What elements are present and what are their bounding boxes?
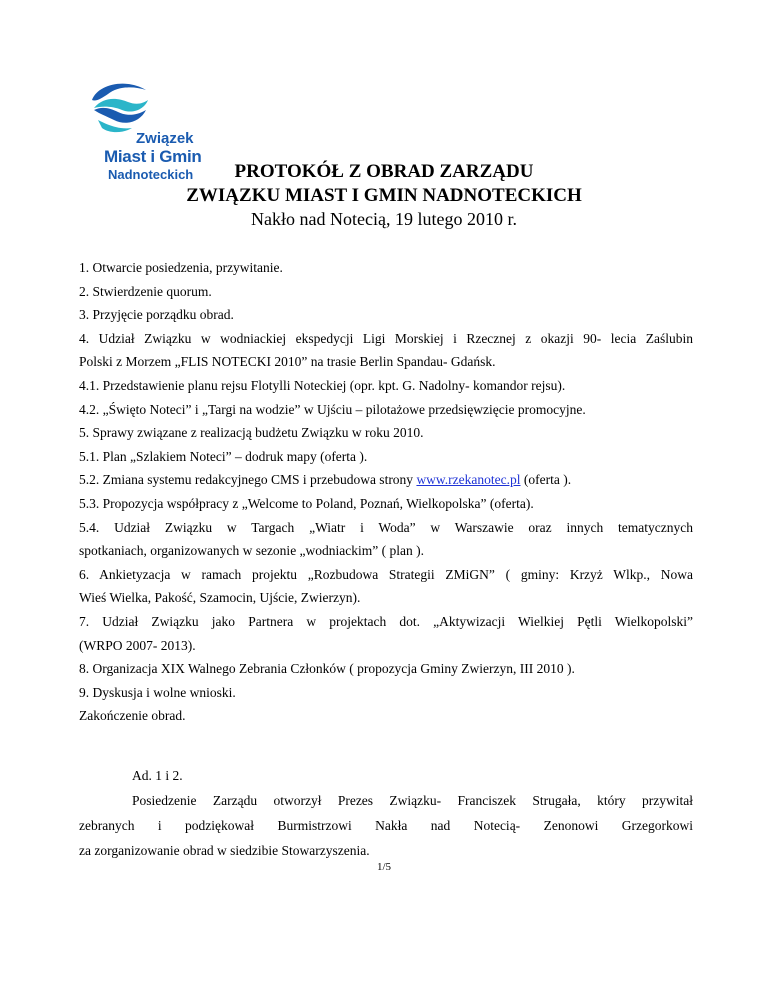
agenda-item-continuation: spotkaniach, organizowanych w sezonie „wodniackim” ( plan ). (79, 543, 425, 559)
paragraph-line: Posiedzenie Zarządu otworzył Prezes Związku- Franciszek Strugała, który przywitał (132, 793, 693, 808)
logo-text-line2: Miast i Gmin (104, 147, 202, 166)
paragraph-line: za zorganizowanie obrad w siedzibie Stowarzyszenia. (79, 843, 370, 858)
agenda-item-continuation: (WRPO 2007- 2013). (79, 637, 196, 653)
place-and-date: Nakło nad Notecią, 19 lutego 2010 r. (251, 209, 517, 229)
agenda-item (79, 468, 693, 492)
minutes-section (79, 763, 693, 863)
agenda-closing: Zakończenie obrad. (79, 708, 186, 724)
document-title-line1: PROTOKÓŁ Z OBRAD ZARZĄDU (234, 161, 534, 182)
logo-text-line1: Związek (136, 130, 194, 147)
agenda-item: 8. Organizacja XIX Walnego Zebrania Członków ( propozycja Gminy Zwierzyn, III 2010 ). (79, 661, 575, 677)
paragraph-line: zebranych i podziękował Burmistrzowi Nakła nad Notecią- Zenonowi Grzegorkowi (79, 818, 693, 833)
section-heading: Ad. 1 i 2. (132, 768, 183, 783)
website-link[interactable]: www.rzekanotec.pl (416, 472, 521, 488)
agenda-item: 3. Przyjęcie porządku obrad. (79, 307, 234, 323)
river-waves-logo-icon (88, 80, 152, 134)
agenda-item: 5.3. Propozycja współpracy z „Welcome to Poland, Poznań, Wielkopolska” (oferta). (79, 495, 534, 511)
document-title-line2: ZWIĄZKU MIAST I GMIN NADNOTECKICH (186, 185, 582, 206)
agenda-item: 6. Ankietyzacja w ramach projektu „Rozbudowa Strategii ZMiGN” ( gminy: Krzyż Wlkp., Nowa (79, 566, 693, 582)
agenda-item-continuation: Polski z Morzem „FLIS NOTECKI 2010” na trasie Berlin Spandau- Gdańsk. (79, 354, 496, 370)
agenda-item-continuation: Wieś Wielka, Pakość, Szamocin, Ujście, Zwierzyn). (79, 590, 361, 606)
agenda-item: 4.1. Przedstawienie planu rejsu Flotylli Noteckiej (opr. kpt. G. Nadolny- komandor rejsu). (79, 377, 566, 393)
agenda-item: 4. Udział Związku w wodniackiej ekspedycji Ligi Morskiej i Rzecznej z okazji 90- lecia Zaślubin (79, 330, 693, 346)
agenda-item: 5.4. Udział Związku w Targach „Wiatr i Woda” w Warszawie oraz innych tematycznych (79, 519, 693, 535)
agenda-item: 9. Dyskusja i wolne wnioski. (79, 684, 236, 700)
agenda-list (79, 256, 693, 728)
agenda-item-text: 5.2. Zmiana systemu redakcyjnego CMS i przebudowa strony (79, 472, 417, 488)
agenda-item: 7. Udział Związku jako Partnera w projektach dot. „Aktywizacji Wielkiej Pętli Wielkopolski” (79, 613, 693, 629)
agenda-item: 2. Stwierdzenie quorum. (79, 283, 212, 299)
agenda-item: 1. Otwarcie posiedzenia, przywitanie. (79, 260, 283, 275)
agenda-item-text: (oferta ). (520, 472, 572, 488)
agenda-item: 5. Sprawy związane z realizacją budżetu Związku w roku 2010. (79, 425, 424, 441)
agenda-item: 4.2. „Święto Noteci” i „Targi na wodzie” w Ujściu – pilotażowe przedsięwzięcie promocyjne. (79, 401, 586, 417)
page-number: 1/5 (376, 861, 392, 873)
logo-text-line3: Nadnoteckich (108, 167, 194, 182)
agenda-item: 5.1. Plan „Szlakiem Noteci” – dodruk mapy (oferta ). (79, 448, 368, 464)
